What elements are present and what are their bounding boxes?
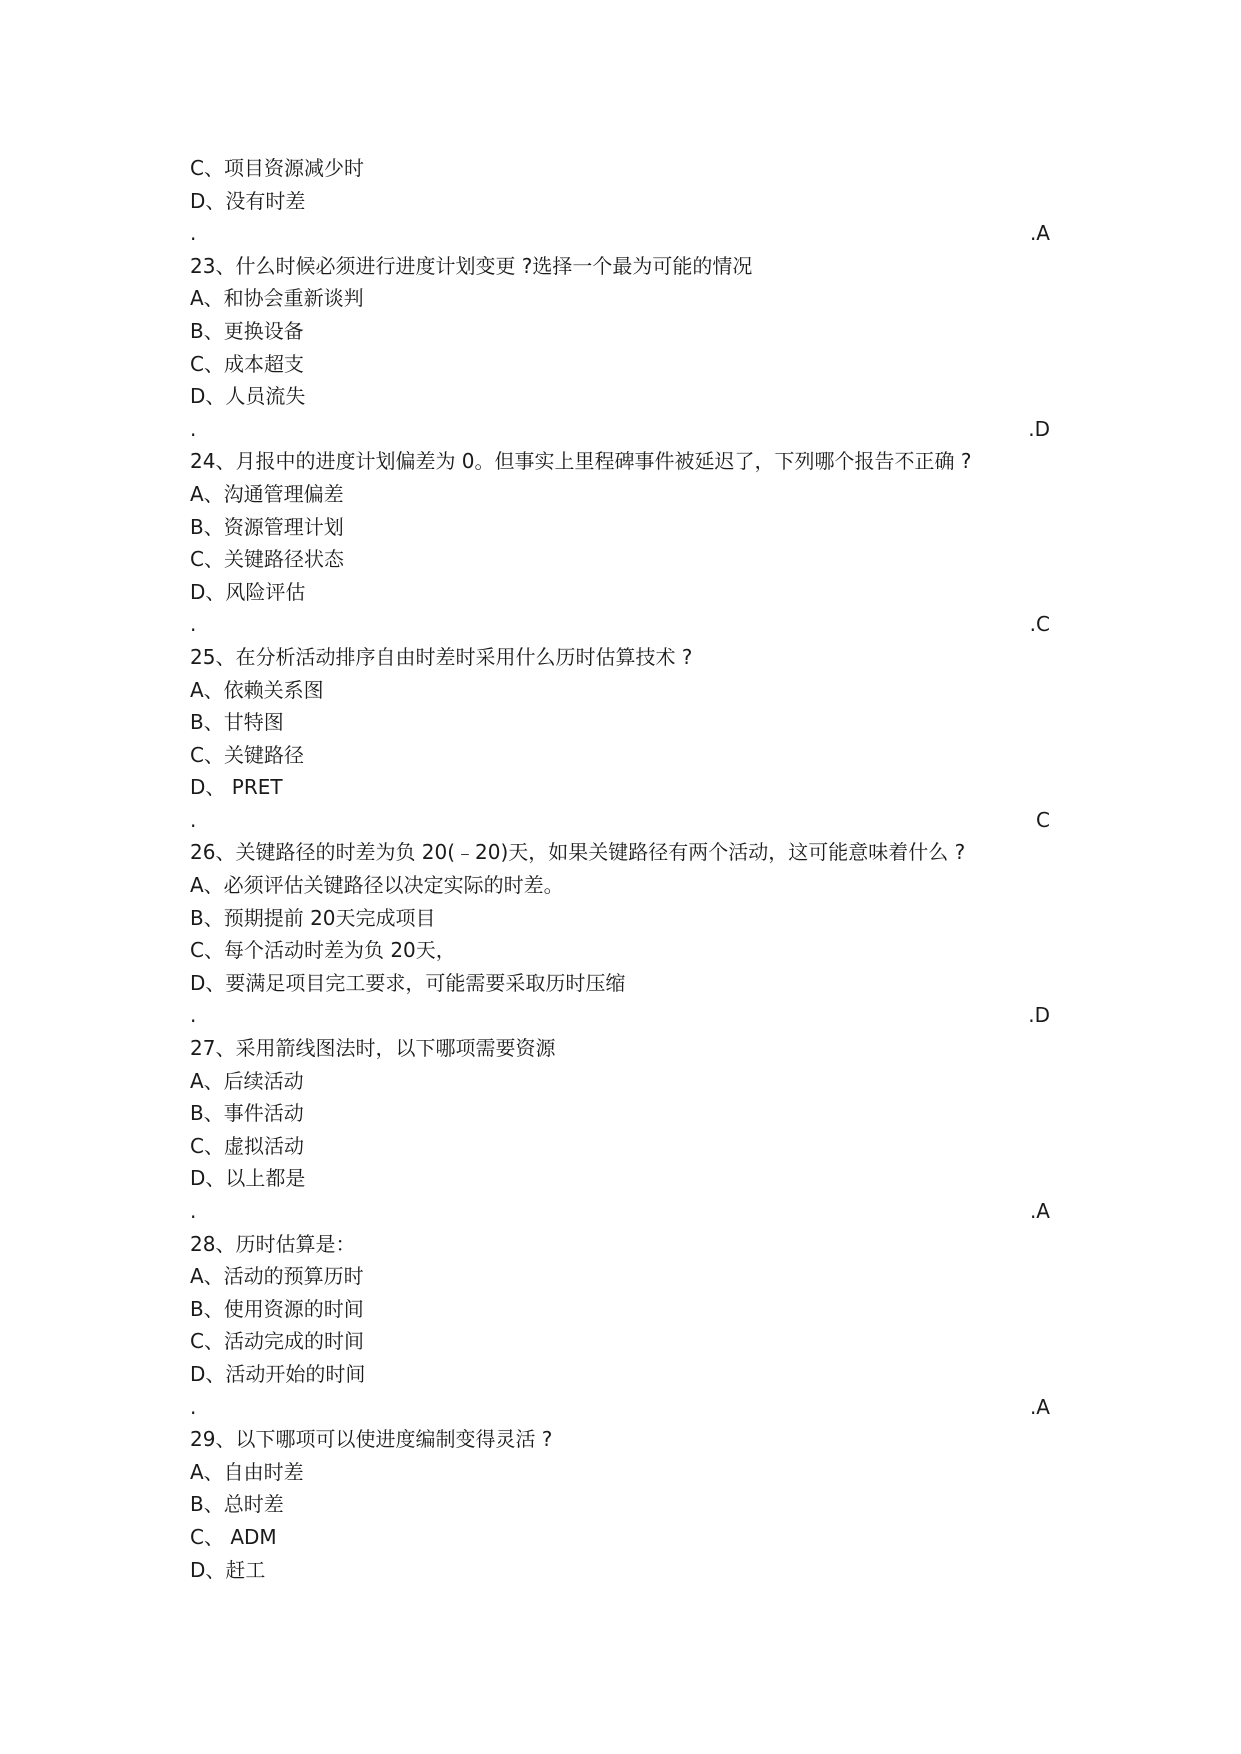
option-text: A、活动的预算历时 [190, 1264, 364, 1289]
option-text: B、资源管理计划 [190, 514, 344, 539]
question-text: 27、采用箭线图法时，以下哪项需要资源 [190, 1036, 556, 1061]
option-text: C、虚拟活动 [190, 1133, 304, 1158]
option-text: A、后续活动 [190, 1068, 304, 1093]
question-text: 29、以下哪项可以使进度编制变得灵活 ? [190, 1427, 553, 1452]
answer-marker: . [190, 221, 197, 246]
option-text: C、关键路径状态 [190, 547, 344, 572]
question-text: 23、什么时候必须进行进度计划变更 ?选择一个最为可能的情况 [190, 253, 753, 278]
option-line [190, 1097, 1050, 1130]
option-line [190, 967, 1050, 1000]
option-line [190, 543, 1050, 576]
answer-line [190, 608, 1050, 641]
question-line [190, 1423, 1050, 1456]
option-text: C、每个活动时差为负 20天， [190, 938, 456, 963]
answer-line [190, 1391, 1050, 1424]
option-line [190, 1325, 1050, 1358]
option-text: C、项目资源减少时 [190, 156, 364, 180]
option-text: D、风险评估 [190, 579, 306, 604]
answer-marker: . [190, 807, 197, 832]
option-text: C、活动完成的时间 [190, 1329, 364, 1354]
option-text: B、更换设备 [190, 318, 304, 343]
question-text: 24、月报中的进度计划偏差为 0。但事实上里程碑事件被延迟了，下列哪个报告不正确 ? [190, 449, 972, 474]
option-text: B、甘特图 [190, 710, 284, 735]
option-line [190, 1130, 1050, 1163]
option-line [190, 1358, 1050, 1391]
option-line [190, 1554, 1050, 1587]
option-text: A、和协会重新谈判 [190, 286, 364, 311]
option-line [190, 934, 1050, 967]
answer-key: .A [1029, 221, 1050, 246]
question-line [190, 250, 1050, 283]
question-line [190, 641, 1050, 674]
option-line [190, 282, 1050, 315]
answer-key: C [1036, 807, 1050, 832]
option-text: D、人员流失 [190, 384, 306, 409]
option-line [190, 706, 1050, 739]
option-line [190, 348, 1050, 381]
option-text: D、没有时差 [190, 188, 306, 213]
option-line [190, 1521, 1050, 1554]
question-text: 28、历时估算是： [190, 1231, 356, 1256]
option-line [190, 771, 1050, 804]
answer-line [190, 999, 1050, 1032]
question-line [190, 1032, 1050, 1065]
option-line [190, 1260, 1050, 1293]
answer-marker: . [190, 416, 197, 441]
option-line [190, 478, 1050, 511]
answer-key: .C [1029, 612, 1050, 637]
option-line [190, 1293, 1050, 1326]
question-line [190, 1228, 1050, 1261]
option-line [190, 185, 1050, 218]
option-text: A、自由时差 [190, 1459, 304, 1484]
option-text: B、总时差 [190, 1492, 284, 1517]
option-text: D、赶工 [190, 1557, 266, 1582]
option-text: B、预期提前 20天完成项目 [190, 905, 436, 930]
option-line [190, 576, 1050, 609]
answer-key: .D [1028, 1003, 1050, 1028]
question-text: 26、关键路径的时差为负 20(﹣20)天，如果关键路径有两个活动，这可能意味着什么 ? [190, 840, 966, 865]
answer-key: .A [1029, 1394, 1050, 1419]
option-text: C、 ADM [190, 1524, 277, 1549]
option-line [190, 380, 1050, 413]
option-line [190, 152, 1050, 185]
question-line [190, 836, 1050, 869]
option-text: C、成本超支 [190, 351, 304, 376]
option-text: A、必须评估关键路径以决定实际的时差。 [190, 873, 564, 898]
answer-line [190, 1195, 1050, 1228]
question-text: 25、在分析活动排序自由时差时采用什么历时估算技术 ? [190, 644, 693, 669]
option-line [190, 315, 1050, 348]
option-line [190, 902, 1050, 935]
answer-line [190, 413, 1050, 446]
question-line [190, 445, 1050, 478]
option-text: D、 PRET [190, 775, 283, 800]
answer-marker: . [190, 1199, 197, 1223]
option-line [190, 1488, 1050, 1521]
option-text: C、关键路径 [190, 742, 304, 767]
option-text: D、活动开始的时间 [190, 1361, 366, 1386]
answer-marker: . [190, 1394, 197, 1419]
option-text: D、要满足项目完工要求，可能需要采取历时压缩 [190, 970, 626, 995]
answer-line [190, 217, 1050, 250]
option-text: B、事件活动 [190, 1101, 304, 1126]
option-text: A、沟通管理偏差 [190, 481, 344, 506]
answer-key: .D [1028, 416, 1050, 441]
option-text: A、依赖关系图 [190, 677, 324, 702]
option-line [190, 1065, 1050, 1098]
option-text: B、使用资源的时间 [190, 1296, 364, 1321]
option-line [190, 674, 1050, 707]
option-text: D、以上都是 [190, 1166, 306, 1191]
option-line [190, 1162, 1050, 1195]
answer-key: .A [1029, 1199, 1050, 1223]
answer-marker: . [190, 612, 197, 637]
option-line [190, 511, 1050, 544]
option-line [190, 869, 1050, 902]
answer-line [190, 804, 1050, 837]
question-list [190, 152, 1050, 1586]
answer-marker: . [190, 1003, 197, 1028]
option-line [190, 739, 1050, 772]
option-line [190, 1456, 1050, 1489]
